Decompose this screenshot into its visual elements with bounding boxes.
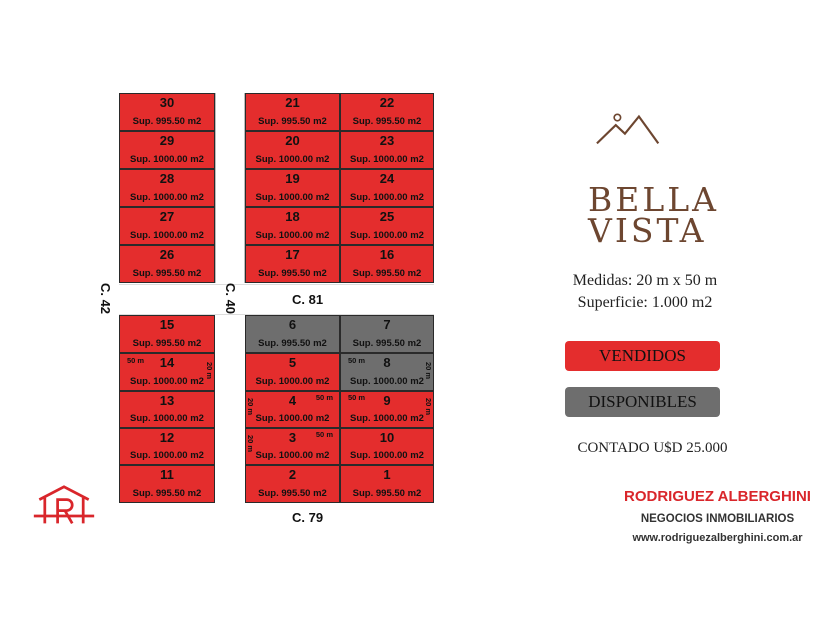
lot-depth-label: 20 m [246,434,256,453]
lot-number: 9 [383,393,391,408]
lot-number: 11 [160,467,174,482]
lot-number: 17 [285,247,300,262]
lot-number: 8 [383,355,391,370]
lot-measures: Medidas: 20 m x 50 m [572,272,718,289]
lot-surface: Sup. 1000.00 m2 [255,230,330,241]
lot-27[interactable] [119,207,215,245]
lot-number: 20 [285,133,300,148]
lot-12[interactable] [119,428,215,465]
lot-surface: Sup. 995.50 m2 [258,488,327,499]
lot-number: 2 [288,467,297,482]
lot-number: 15 [159,317,175,332]
lot-depth-label: 20 m [423,397,433,416]
lot-number: 19 [285,171,300,186]
street-edge-line [119,284,434,285]
street-edge-line [244,93,245,283]
lot-width-label: 50 m [348,356,366,365]
house-r-icon [32,483,96,529]
lot-surface: Sup. 995.50 m2 [258,268,327,279]
lot-width-label: 50 m [315,430,333,439]
brand-title-line1: BELLA [588,180,719,219]
lot-number: 24 [379,171,395,186]
street-edge-line [215,93,216,283]
legend-sold: VENDIDOS [565,341,720,371]
lot-number: 22 [379,95,395,110]
lot-18[interactable] [245,207,340,245]
lot-5[interactable] [245,353,340,391]
lot-surface: Sup. 1000.00 m2 [350,154,424,165]
lot-number: 3 [288,430,297,445]
lot-surface: Sup. 1000.00 m2 [350,192,424,203]
lot-8[interactable] [340,353,434,391]
lot-23[interactable] [340,131,434,169]
lot-number: 12 [159,430,175,445]
lot-29[interactable] [119,131,215,169]
lot-surface: Sup. 1000.00 m2 [255,450,330,461]
lot-surface: Sup. 1000.00 m2 [350,450,424,461]
lot-17[interactable] [245,245,340,283]
lot-25[interactable] [340,207,434,245]
lot-depth-label: 20 m [204,361,214,380]
lot-24[interactable] [340,169,434,207]
lot-28[interactable] [119,169,215,207]
lot-number: 21 [285,95,300,110]
lot-number: 30 [159,95,175,110]
lot-number: 13 [159,393,175,408]
lot-number: 27 [159,209,175,224]
lot-surface: Sup. 995.50 m2 [352,488,422,499]
lot-19[interactable] [245,169,340,207]
street-label-c81: C. 81 [292,292,324,307]
lot-surface: Sup. 995.50 m2 [132,268,202,279]
price-label: CONTADO U$D 25.000 [577,440,728,456]
lot-26[interactable] [119,245,215,283]
lot-surface: Sup. 995.50 m2 [258,116,327,127]
lot-number: 29 [159,133,175,148]
mountain-sun-icon [575,110,705,180]
lot-surface: Sup. 1000.00 m2 [255,154,330,165]
lot-surface: Sup. 1000.00 m2 [130,413,204,424]
lot-surface: Sup. 1000.00 m2 [255,376,330,387]
lot-number: 7 [383,317,391,332]
lot-7[interactable] [340,315,434,353]
lot-6[interactable] [245,315,340,353]
lot-surface: Sup. 1000.00 m2 [350,413,424,424]
lot-width-label: 50 m [315,393,333,402]
lot-number: 25 [379,209,395,224]
agency-tagline: NEGOCIOS INMOBILIARIOS [640,513,795,525]
lot-surface: Sup. 995.50 m2 [132,338,202,349]
lot-9[interactable] [340,391,434,428]
lot-surface: Sup. 995.50 m2 [132,116,202,127]
lot-surface: Sup. 1000.00 m2 [130,450,204,461]
lot-number: 4 [288,393,297,408]
lot-number: 6 [288,317,297,332]
lot-20[interactable] [245,131,340,169]
lot-surface: Sup. 1000.00 m2 [255,413,330,424]
lot-number: 1 [383,467,391,482]
lot-width-label: 50 m [127,356,145,365]
lot-number: 18 [285,209,300,224]
lot-3[interactable] [245,428,340,465]
lot-surface: Sup. 1000.00 m2 [350,230,424,241]
street-edge-line [119,314,434,315]
lot-11[interactable] [119,465,215,503]
legend-available: DISPONIBLES [565,387,720,417]
lot-surface: Sup. 995.50 m2 [352,268,422,279]
lot-number: 26 [159,247,175,262]
lot-number: 10 [379,430,395,445]
lot-surface: Sup. 995.50 m2 [352,338,422,349]
lot-16[interactable] [340,245,434,283]
lot-surface-area: Superficie: 1.000 m2 [577,294,713,311]
lot-30[interactable] [119,93,215,131]
lot-number: 5 [288,355,297,370]
lot-21[interactable] [245,93,340,131]
lot-number: 14 [159,355,175,370]
street-label-c42: C. 42 [98,282,114,315]
lot-surface: Sup. 1000.00 m2 [255,192,330,203]
lot-surface: Sup. 1000.00 m2 [130,230,204,241]
lot-13[interactable] [119,391,215,428]
lot-depth-label: 20 m [423,361,433,380]
street-label-c40: C. 40 [223,282,239,315]
lot-surface: Sup. 995.50 m2 [258,338,327,349]
lot-number: 16 [379,247,395,262]
lot-width-label: 50 m [348,393,366,402]
lot-22[interactable] [340,93,434,131]
lot-15[interactable] [119,315,215,353]
lot-4[interactable] [245,391,340,428]
lot-depth-label: 20 m [246,397,256,416]
brand-title-line2: VISTA [588,211,707,250]
lot-2[interactable] [245,465,340,503]
lot-surface: Sup. 1000.00 m2 [130,154,204,165]
street-label-c79: C. 79 [292,510,324,525]
agency-name: RODRIGUEZ ALBERGHINI [624,488,811,505]
lot-surface: Sup. 1000.00 m2 [350,376,424,387]
agency-url[interactable]: www.rodriguezalberghini.com.ar [632,532,803,544]
lot-surface: Sup. 995.50 m2 [132,488,202,499]
lot-surface: Sup. 1000.00 m2 [130,376,204,387]
lot-surface: Sup. 1000.00 m2 [130,192,204,203]
lot-14[interactable] [119,353,215,391]
lot-number: 28 [159,171,175,186]
lot-1[interactable] [340,465,434,503]
lot-number: 23 [379,133,395,148]
lot-10[interactable] [340,428,434,465]
lot-surface: Sup. 995.50 m2 [352,116,422,127]
